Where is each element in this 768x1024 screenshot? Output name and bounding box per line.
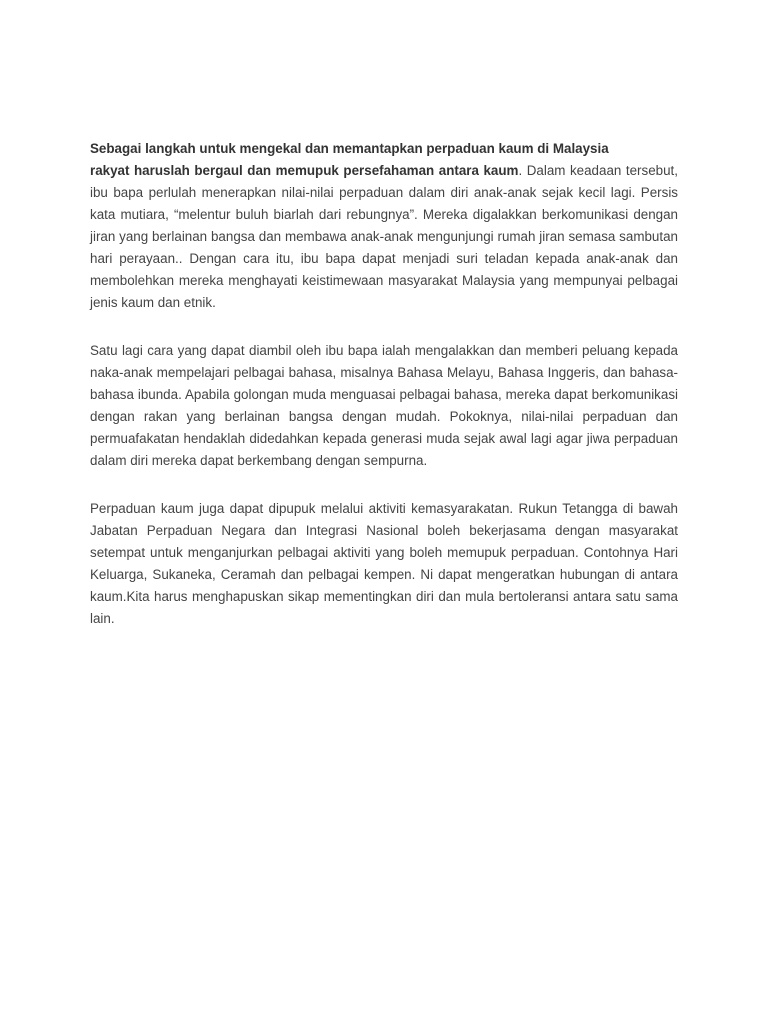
paragraph-3: Perpaduan kaum juga dapat dipupuk melalui aktiviti kemasyarakatan. Rukun Tetangga di bawah Jabatan Perpaduan Negara dan Integrasi Nasional boleh bekerjasama dengan masyarakat setempat untuk menganjurkan pelbagai aktiviti yang boleh memupuk perpaduan. Contohnya Hari Keluarga, Sukaneka, Ceramah dan pelbagai kempen. Ni dapat mengeratkan hubungan di antara kaum.Kita harus menghapuskan sikap mementingkan diri dan mula bertoleransi antara satu sama lain. <box>90 501 678 626</box>
paragraph-1-bold-heading: Sebagai langkah untuk mengekal dan memantapkan perpaduan kaum di Malaysia <box>90 141 609 156</box>
document-page <box>90 138 678 656</box>
paragraph-1-body: . Dalam keadaan tersebut, ibu bapa perlulah menerapkan nilai-nilai perpaduan dalam diri anak-anak sejak kecil lagi. Persis kata mutiara, “melentur buluh biarlah dari rebungnya”. Mereka digalakkan berkomunikasi dengan jiran yang berlainan bangsa dan membawa anak-anak mengunjungi rumah jiran semasa sambutan hari perayaan.. Dengan cara itu, ibu bapa dapat menjadi suri teladan kepada anak-anak dan membolehkan mereka menghayati keistimewaan masyarakat Malaysia yang mempunyai pelbagai jenis kaum dan etnik. <box>90 163 678 310</box>
paragraph-1-bold-phrase: rakyat haruslah bergaul dan memupuk persefahaman antara kaum <box>90 163 519 178</box>
paragraph-1 <box>90 138 678 314</box>
paragraph-2: Satu lagi cara yang dapat diambil oleh ibu bapa ialah mengalakkan dan memberi peluang kepada naka-anak mempelajari pelbagai bahasa, misalnya Bahasa Melayu, Bahasa Inggeris, dan bahasa-bahasa ibunda. Apabila golongan muda menguasai pelbagai bahasa, mereka dapat berkomunikasi dengan rakan yang berlainan bangsa dengan mudah. Pokoknya, nilai-nilai perpaduan dan permuafakatan hendaklah didedahkan kepada generasi muda sejak awal lagi agar jiwa perpaduan dalam diri mereka dapat berkembang dengan sempurna. <box>90 343 678 468</box>
